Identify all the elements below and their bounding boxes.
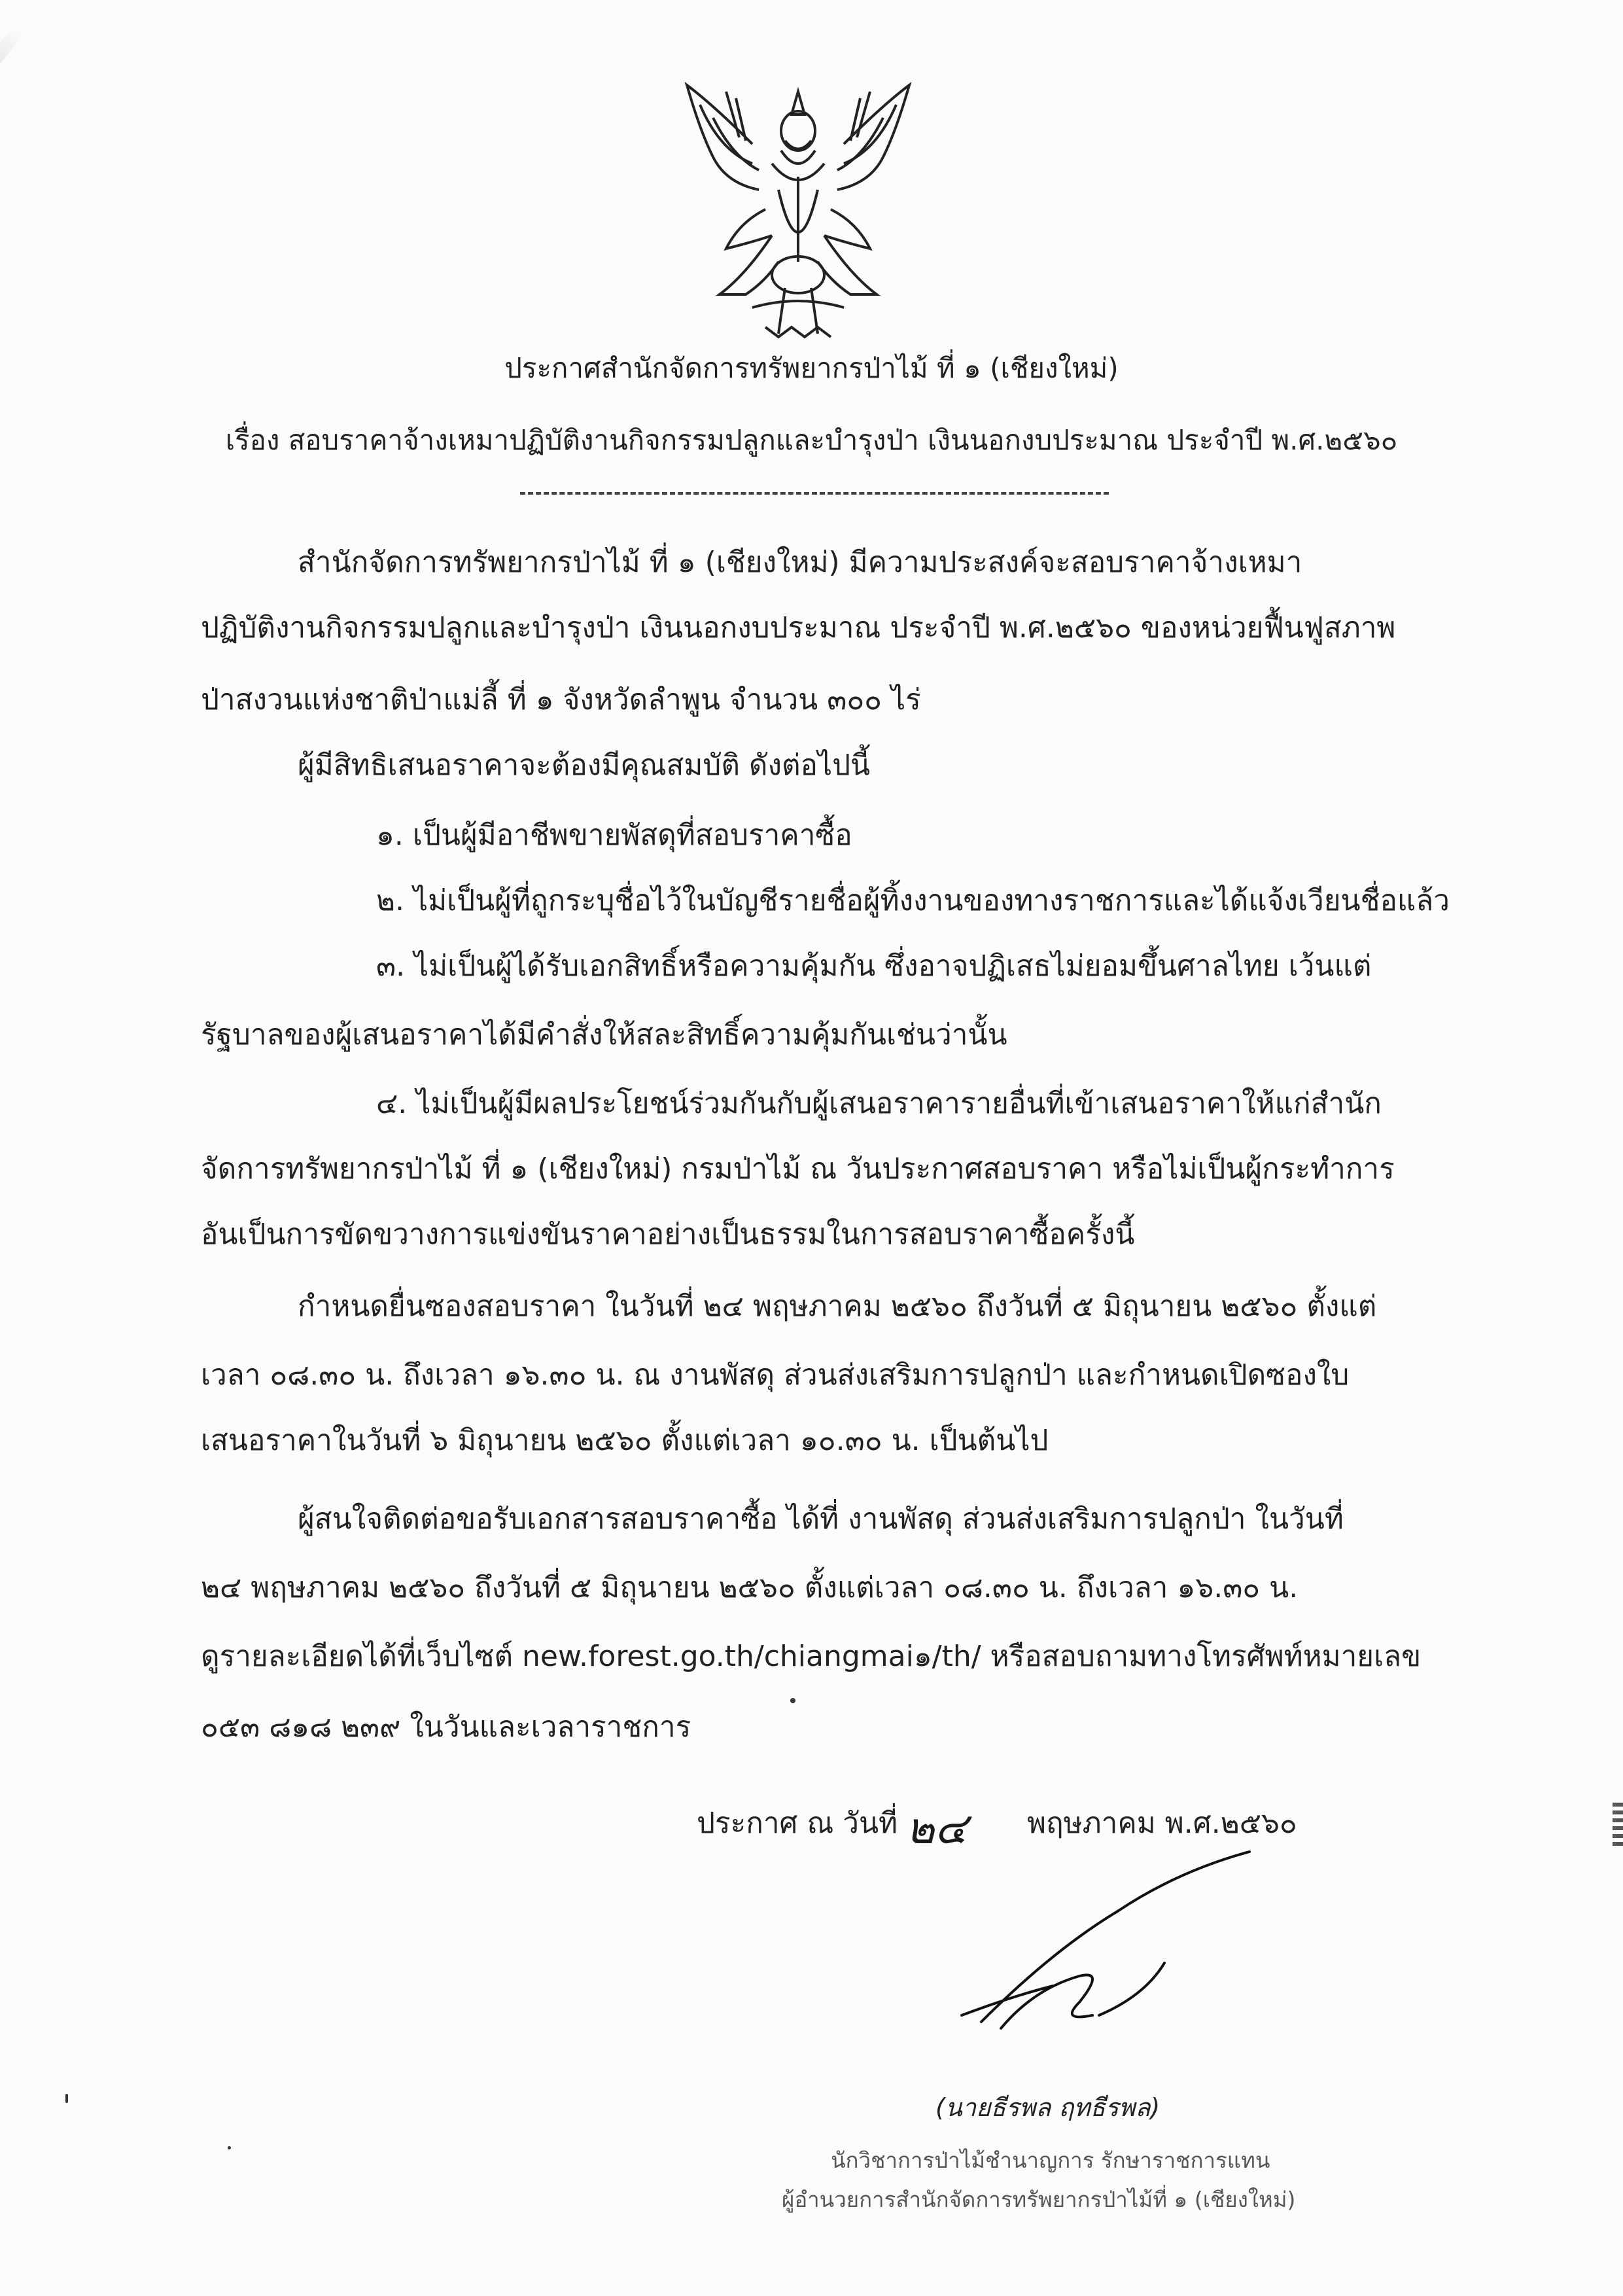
contact-line-4: ๐๕๓ ๘๑๘ ๒๓๙ ในวันและเวลาราชการ (201, 1710, 691, 1744)
qualification-4: ๔. ไม่เป็นผู้มีผลประโยชน์ร่วมกันกับผู้เสนอราคารายอื่นที่เข้าเสนอราคาให้แก่สำนัก (376, 1087, 1382, 1120)
intro-line-3: ป่าสงวนแห่งชาติป่าแม่ลี้ ที่ ๑ จังหวัดลำพูน จำนวน ๓๐๐ ไร่ (201, 683, 921, 716)
subject-line: เรื่อง สอบราคาจ้างเหมาปฏิบัติงานกิจกรรมปลูกและบำรุงป่า เงินนอกงบประมาณ ประจำปี พ.ศ.๒๕๖๐ (225, 424, 1398, 456)
scan-artifact (0, 26, 24, 302)
signatory-position-2: ผู้อำนวยการสำนักจัดการทรัพยากรป่าไม้ที่ ๑ (เชียงใหม่) (782, 2187, 1296, 2212)
scan-speck (65, 2094, 68, 2103)
dashed-divider (520, 492, 1109, 495)
contact-line-2: ๒๔ พฤษภาคม ๒๕๖๐ ถึงวันที่ ๕ มิถุนายน ๒๕๖๐ ตั้งแต่เวลา ๐๘.๓๐ น. ถึงเวลา ๑๖.๓๐ น. (201, 1571, 1299, 1604)
garuda-emblem-icon (674, 79, 922, 340)
schedule-line-2: เวลา ๐๘.๓๐ น. ถึงเวลา ๑๖.๓๐ น. ณ งานพัสดุ ส่วนส่งเสริมการปลูกป่า และกำหนดเปิดซองใบ (201, 1358, 1350, 1392)
signatory-name: (นายธีรพล ฤทธีรพล) (935, 2093, 1161, 2122)
scan-speck (228, 2146, 231, 2149)
qualification-4-cont-2: อันเป็นการขัดขวางการแข่งขันราคาอย่างเป็นธรรมในการสอบราคาซื้อครั้งนี้ (201, 1218, 1135, 1251)
qualifications-heading: ผู้มีสิทธิเสนอราคาจะต้องมีคุณสมบัติ ดังต่อไปนี้ (298, 749, 871, 782)
qualification-4-cont-1: จัดการทรัพยากรป่าไม้ ที่ ๑ (เชียงใหม่) กรมป่าไม้ ณ วันประกาศสอบราคา หรือไม่เป็นผู้กระทำการ (201, 1152, 1395, 1186)
contact-line-1: ผู้สนใจติดต่อขอรับเอกสารสอบราคาซื้อ ได้ที่ งานพัสดุ ส่วนส่งเสริมการปลูกป่า ในวันที่ (298, 1502, 1344, 1536)
qualification-3: ๓. ไม่เป็นผู้ได้รับเอกสิทธิ์หรือความคุ้มกัน ซึ่งอาจปฏิเสธไม่ยอมขึ้นศาลไทย เว้นแต่ (376, 949, 1372, 983)
announcement-prefix: ประกาศ ณ วันที่ (697, 1807, 898, 1840)
qualification-1: ๑. เป็นผู้มีอาชีพขายพัสดุที่สอบราคาซื้อ (376, 819, 852, 852)
contact-line-3: ดูรายละเอียดได้ที่เว็บไซต์ new.forest.go.th/chiangmai๑/th/ หรือสอบถามทางโทรศัพท์หมายเลข (201, 1640, 1422, 1673)
qualification-2: ๒. ไม่เป็นผู้ที่ถูกระบุชื่อไว้ในบัญชีรายชื่อผู้ทิ้งงานของทางราชการและได้แจ้งเวียนชื่อแล้ว (376, 884, 1450, 917)
intro-line-1: สำนักจัดการทรัพยากรป่าไม้ ที่ ๑ (เชียงใหม่) มีความประสงค์จะสอบราคาจ้างเหมา (298, 546, 1302, 579)
handwritten-day: ๒๔ (906, 1803, 968, 1854)
schedule-line-3: เสนอราคาในวันที่ ๖ มิถุนายน ๒๕๖๐ ตั้งแต่เวลา ๑๐.๓๐ น. เป็นต้นไป (201, 1424, 1049, 1457)
issuer-title: ประกาศสำนักจัดการทรัพยากรป่าไม้ ที่ ๑ (เชียงใหม่) (504, 352, 1119, 384)
handwritten-signature (883, 1832, 1341, 2048)
intro-line-2: ปฏิบัติงานกิจกรรมปลูกและบำรุงป่า เงินนอกงบประมาณ ประจำปี พ.ศ.๒๕๖๐ ของหน่วยฟื้นฟูสภาพ (201, 611, 1396, 645)
edge-mark (1613, 1803, 1623, 1848)
announcement-month-year: พฤษภาคม พ.ศ.๒๕๖๐ (1027, 1807, 1297, 1840)
ink-dot (790, 1698, 795, 1703)
schedule-line-1: กำหนดยื่นซองสอบราคา ในวันที่ ๒๔ พฤษภาคม ๒๕๖๐ ถึงวันที่ ๕ มิถุนายน ๒๕๖๐ ตั้งแต่ (298, 1290, 1377, 1323)
signatory-position-1: นักวิชาการป่าไม้ชำนาญการ รักษาราชการแทน (831, 2147, 1270, 2173)
qualification-3-cont: รัฐบาลของผู้เสนอราคาได้มีคำสั่งให้สละสิทธิ์ความคุ้มกันเช่นว่านั้น (201, 1018, 1007, 1051)
